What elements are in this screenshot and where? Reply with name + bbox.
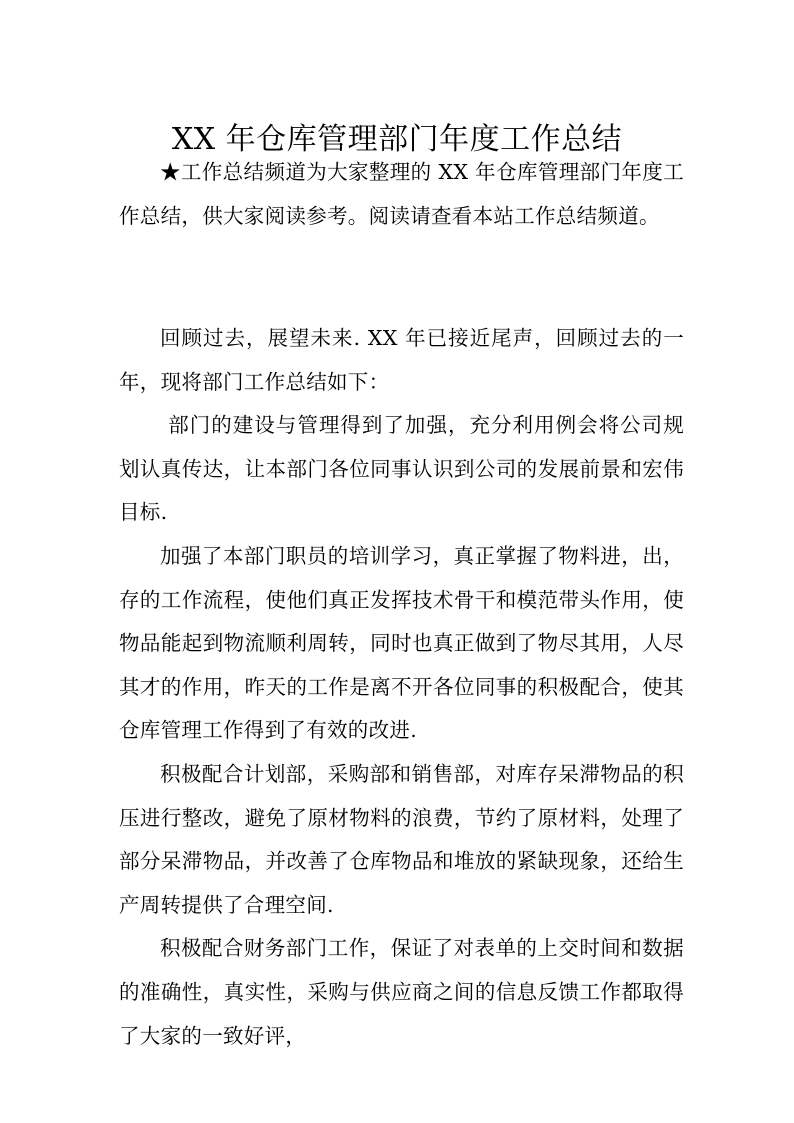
- paragraph-3: 加强了本部门职员的培训学习，真正掌握了物料进，出，存的工作流程，使他们真正发挥技术骨干和模范带头作用，使物品能起到物流顺利周转，同时也真正做到了物尽其用，人尽其才的作用，昨天的工作是离不开各位同事的积极配合，使其仓库管理工作得到了有效的改进.: [119, 543, 684, 743]
- paragraph-4: 积极配合计划部，采购部和销售部，对库存呆滞物品的积压进行整改，避免了原材物料的浪费，节约了原材料，处理了部分呆滞物品，并改善了仓库物品和堆放的紧缺现象，还给生产周转提供了合理空间.: [119, 761, 684, 917]
- paragraph-5: 积极配合财务部门工作，保证了对表单的上交时间和数据的准确性，真实性，采购与供应商之间的信息反馈工作都取得了大家的一致好评，: [119, 936, 684, 1048]
- document-title: XX 年仓库管理部门年度工作总结: [171, 122, 623, 158]
- intro-paragraph: ★工作总结频道为大家整理的 XX 年仓库管理部门年度工作总结，供大家阅读参考。阅读请查看本站工作总结频道。: [119, 160, 684, 228]
- paragraph-2: 部门的建设与管理得到了加强，充分利用例会将公司规划认真传达，让本部门各位同事认识到公司的发展前景和宏伟目标.: [119, 413, 684, 525]
- intro-block: [119, 151, 684, 238]
- paragraph-1: 回顾过去，展望未来. XX 年已接近尾声，回顾过去的一年，现将部门工作总结如下：: [119, 326, 684, 394]
- body-block: [119, 317, 684, 1058]
